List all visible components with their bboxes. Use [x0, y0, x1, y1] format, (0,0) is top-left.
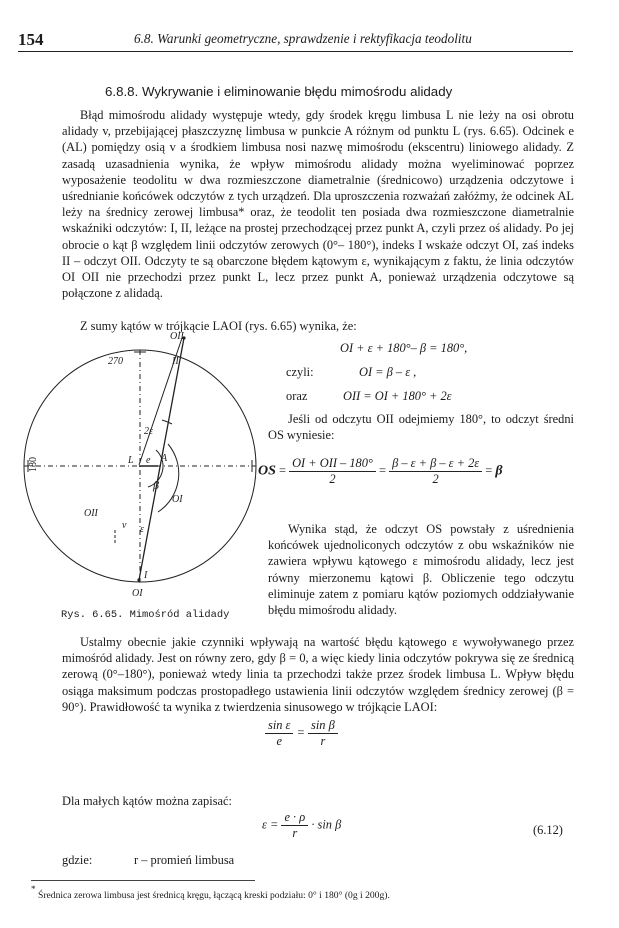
- label-gdzie: gdzie:: [62, 853, 93, 867]
- footnote-marker: *: [31, 884, 36, 894]
- eccentricity-diagram: [22, 332, 258, 600]
- equation-4: OS = $\frac{\text{OI + OII – 180°}}{2}$ = $\frac{\beta - \varepsilon + \beta - \varepsilon + 2\varepsilon}{2}$ = β: [258, 456, 503, 486]
- eq5-fraction-2: [308, 718, 338, 749]
- label-oi: OI: [172, 494, 183, 505]
- eq6-rhs: · sin β: [311, 817, 342, 832]
- paragraph-6: Dla małych kątów można zapisać:: [62, 794, 232, 808]
- section-title: 6.8.8. Wykrywanie i eliminowanie błędu mimośrodu alidady: [105, 84, 453, 99]
- label-i: I: [144, 570, 148, 581]
- label-l: L: [128, 455, 134, 466]
- paragraph-3: Jeśli od odczytu OII odejmiemy 180°, to odczyt średni OS wyniesie:: [268, 412, 574, 443]
- eq4-den1: 2: [329, 472, 336, 486]
- header-rule: [18, 51, 573, 52]
- label-oi-bottom: OI: [132, 588, 143, 599]
- running-title: 6.8. Warunki geometryczne, sprawdzenie i rektyfikacja teodolitu: [134, 31, 472, 46]
- eq4-num1: OI + OII – 180°: [289, 456, 376, 472]
- equation-2: OI = β – ε ,: [359, 365, 417, 379]
- equation-number: (6.12): [533, 823, 563, 837]
- eq5-fraction-1: [265, 718, 293, 749]
- label-oii-top: OII: [170, 332, 184, 342]
- eq5-num1: sin ε: [265, 718, 293, 734]
- footnote-text: Średnica zerowa limbusa jest średnicą kręgu, łączącą kreski podziału: 0° i 180° (0g i 200g).: [38, 890, 390, 901]
- paragraph-4: Wynika stąd, że odczyt OS powstały z uśrednienia końcówek ujednoliconych odczytów z obu wskaźników nie zawiera wpływu kątowego ε mimośrodu alidady, lecz jest równy mierzonemu kątowi β. Obliczenie tego odczytu eliminuje zatem z pomiaru kątów poziomych oddziaływanie błędu mimośrodu alidady.: [268, 522, 574, 618]
- eq4-rhs: β: [495, 463, 503, 479]
- equation-5: $\frac{\text{sin ε}}{e}$ = $\frac{\text{sin β}}{r}$: [265, 718, 338, 749]
- eq5-den1: e: [276, 734, 282, 748]
- label-a: A: [161, 453, 168, 464]
- paragraph-1: Błąd mimośrodu alidady występuje wtedy, gdy środek kręgu limbusa L nie leży na osi obrotu alidady v, przebijającej płaszczyznę limbusa w punkcie A różnym od punktu L (rys. 6.65). Odcinek e (AL) pomiędzy osią v a środkiem limbusa nosi nazwę mimośrodu (ekscentru) liniowego alidady. Z zasadą uzasadnienia wynika, że wpływ mimośrodu alidady można wyeliminować poprzez wyposażenie teodolitu w dwa rozmieszczone diametralnie (średnicowo) urządzenia odczytowe i uśrednianie końcówek odczytów z tych urządzeń. Dla uproszczenia rozważań załóżmy, że odcinek AL leży na średnicy zerowej limbusa* oraz, że teodolit ten posiada dwa rozmieszczone diametralnie wskaźniki odczytów: I, II, leżące na prostej przechodzącej przez punkt A, czyli przez oś alidady. Po jej obrocie o kąt β względem linii odczytów zerowych (0°– 180°), indeks I wskaże odczyt OI, zaś indeks II – odczyt OII. Odczyty te są obarczone błędem kątowym ε, wynikającym z faktu, że linia odczytów OI OII nie przechodzi przez punkt L, lecz przez punkt A, ponieważ urządzenia odczytowe są połączone z alidadą.: [62, 108, 574, 301]
- label-oii-left: OII: [84, 508, 98, 519]
- equation-3: OII = OI + 180° + 2ε: [343, 389, 452, 403]
- eq6-den: r: [292, 826, 298, 840]
- eq5-num2: sin β: [308, 718, 338, 734]
- label-two-eps: 2ε: [144, 426, 153, 437]
- eq4-lhs: OS: [258, 463, 276, 479]
- page-number: 154: [18, 30, 44, 49]
- eq6-lhs: ε =: [262, 817, 279, 832]
- eq4-fraction-2: [389, 456, 482, 487]
- eq5-den2: r: [320, 734, 326, 748]
- eq4-den2: 2: [432, 472, 439, 486]
- equation-1: OI + ε + 180°– β = 180°,: [340, 341, 468, 355]
- label-oraz: oraz: [286, 389, 308, 403]
- label-eps: ε: [140, 524, 144, 535]
- paragraph-5: Ustalmy obecnie jakie czynniki wpływają na wartość błędu kątowego ε wywoływanego przez mimośród alidady. Jest on równy zero, gdy β = 0, a więc kiedy linia odczytów pokrywa się ze średnicą zerową (0°–180°), ponieważ wtedy linia ta przechodzi także przez środek limbusa L. Wpływ błędu osiąga maksimum podczas prostopadłego ustawienia linii odczytów względem średnicy zerowej (β = 90°). Prawidłowość ta wynika z twierdzenia sinusowego w trójkącie LAOI:: [62, 635, 574, 714]
- footnote-rule: [31, 880, 255, 881]
- gdzie-text: r – promień limbusa: [134, 853, 235, 867]
- eq4-fraction-1: [289, 456, 376, 487]
- paragraph-2: Z sumy kątów w trójkącie LAOI (rys. 6.65) wynika, że:: [80, 319, 357, 333]
- eq6-num: e · ρ: [281, 810, 308, 826]
- eq4-num2: β – ε + β – ε + 2ε: [389, 456, 482, 472]
- label-czyli: czyli:: [286, 365, 314, 379]
- label-beta: β: [153, 478, 159, 492]
- label-180: 180: [28, 457, 39, 472]
- label-v: v: [122, 520, 127, 531]
- equation-6: [262, 810, 341, 841]
- label-e: e: [146, 455, 151, 466]
- label-ii: II: [172, 356, 179, 367]
- figure-mimosrod: [22, 332, 258, 600]
- label-270: 270: [108, 356, 123, 367]
- figure-caption: Rys. 6.65. Mimośród alidady: [61, 609, 230, 621]
- eq6-fraction: [281, 810, 308, 841]
